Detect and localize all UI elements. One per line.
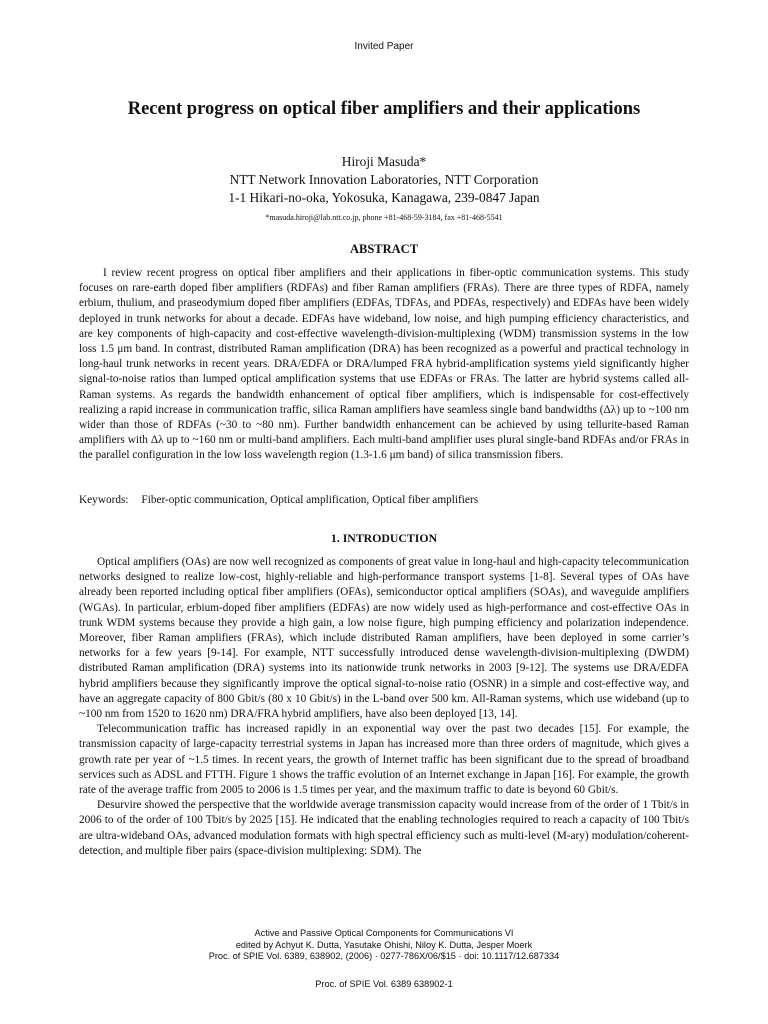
author-affiliation: NTT Network Innovation Laboratories, NTT Corporation (229, 172, 539, 187)
keywords-label: Keywords: (79, 494, 129, 506)
paper-title: Recent progress on optical fiber amplifiers and their applications (127, 99, 641, 119)
footer-citation: Proc. of SPIE Vol. 6389, 638902, (2006) · 0277-786X/06/$15 · doi: 10.1117/12.687334 (208, 951, 560, 961)
keywords (79, 494, 689, 506)
keywords-value: Fiber-optic communication, Optical amplification, Optical fiber amplifiers (141, 494, 479, 506)
author-address: 1-1 Hikari-no-oka, Yokosuka, Kanagawa, 239-0847 Japan (228, 190, 540, 205)
author-name: Hiroji Masuda* (341, 154, 427, 169)
introduction-paragraph: Optical amplifiers (OAs) are now well recognized as components of great value in long-haul and high-capacity telecommunication networks designed to realize low-cost, highly-reliable and high-performance transport systems [1-8]. Several types of OAs have already been reported including optical fiber amplifiers (OFAs), semiconductor optical amplifiers (SOAs), and waveguide amplifiers (WGAs). In particular, erbium-doped fiber amplifiers (EDFAs) are now widely used as high-performance and cost-effective OAs in trunk WDM systems because they provide a high gain, a low noise figure, high pumping efficiency and polarization independence. Moreover, fiber Raman amplifiers (FRAs), which include distributed Raman amplifiers, have been deployed in some carrier’s networks for a few years [9-14]. For example, NTT successfully introduced dense wavelength-division-multiplexing (DWDM) distributed Raman amplification (DRA) systems into its nationwide trunk networks in 2003 [9-12]. The systems use DRA/EDFA hybrid amplifiers because they significantly improve the optical signal-to-noise ratio (OSNR) in a simple and cost-effective way, and have an aggregate capacity of 800 Gbit/s (80 x 10 Gbit/s) in the L-band over 500 km. All-Raman systems, which use wideband (up to ~100 nm from 1520 to 1620 nm) DRA/FRA hybrid amplifiers, have also been deployed [13, 14]. (79, 556, 689, 721)
footer-editors: edited by Achyut K. Dutta, Yasutake Ohishi, Niloy K. Dutta, Jesper Moerk (235, 939, 533, 950)
page-number: Proc. of SPIE Vol. 6389 638902-1 (315, 979, 453, 989)
abstract-text: I review recent progress on optical fiber amplifiers and their applications in fiber-optic communication systems. This study focuses on rare-earth doped fiber amplifiers (RDFAs) and fiber Raman amplifiers (FRAs). There are three types of RDFA, namely erbium, thulium, and praseodymium doped fiber amplifiers (EDFAs, TDFAs, and PDFAs, respectively) and EDFAs have been widely deployed in trunk networks for about a decade. EDFAs have wideband, low noise, and high pumping efficiency characteristics, and are key components of high-capacity and cost-effective wavelength-division-multiplexing (WDM) transmission systems in the low loss 1.5 μm band. In contrast, distributed Raman amplification (DRA) has been recognized as a powerful and practical technology in long-haul trunk networks in recent years. DRA/EDFA or DRA/lumped FRA hybrid-amplification systems yield significantly higher signal-to-noise ratios than lumped optical amplification systems that use EDFAs or FRAs. The latter are hybrid systems called all-Raman systems. As regards the bandwidth enhancement of optical fiber amplifiers, which is indispensable for cost-effectively realizing a rapid increase in communication traffic, silica Raman amplifiers have seamless single band bandwidths (Δλ) up to ~100 nm wider than those of RDFAs (~30 to ~80 nm). Further bandwidth enhancement can be achieved by using tellurite-based Raman amplifiers with Δλ up to ~160 nm or multi-band amplifiers. Each multi-band amplifier uses plural single-band RDFAs and/or FRAs in the parallel configuration in the low loss wavelength region (1.3-1.6 μm band) of silica transmission fibers. (79, 267, 689, 462)
invited-paper-label: Invited Paper (354, 41, 414, 52)
abstract-body (79, 266, 689, 464)
introduction-body (79, 555, 689, 859)
author-block (0, 153, 768, 207)
footer-proceedings-title: Active and Passive Optical Components for Communications VI (254, 928, 514, 938)
abstract-heading: ABSTRACT (349, 242, 419, 256)
introduction-paragraph: Telecommunication traffic has increased rapidly in an exponential way over the past two decades [15]. For example, the transmission capacity of large-capacity terrestrial systems in Japan has increased more than three orders of magnitude, which gives a growth rate per year of ~1.5 times. In recent years, the growth of Internet traffic has been significant due to the spread of broadband services such as ADSL and FTTH. Figure 1 shows the traffic evolution of an Internet exchange in Japan [16]. For example, the growth rate of the average traffic from 2005 to 2006 is 1.5 times per year, and the maximum traffic to date is beyond 60 Gbit/s. (79, 723, 689, 797)
introduction-paragraph: Desurvire showed the perspective that the worldwide average transmission capacity would increase from of the order of 1 Tbit/s in 2006 to of the order of 100 Tbit/s by 2025 [15]. He indicated that the enabling technologies required to reach a capacity of 100 Tbit/s are ultra-wideband OAs, advanced modulation formats with high spectral efficiency such as multi-level (M-ary) modulation/coherent-detection, and multiple fiber pairs (space-division multiplexing: SDM). The (79, 799, 689, 857)
section-heading-introduction: 1. INTRODUCTION (330, 531, 438, 545)
author-contact: *masuda.hiroji@lab.ntt.co.jp, phone +81-468-59-3184, fax +81-468-5541 (265, 213, 503, 222)
page-footer (0, 928, 768, 963)
